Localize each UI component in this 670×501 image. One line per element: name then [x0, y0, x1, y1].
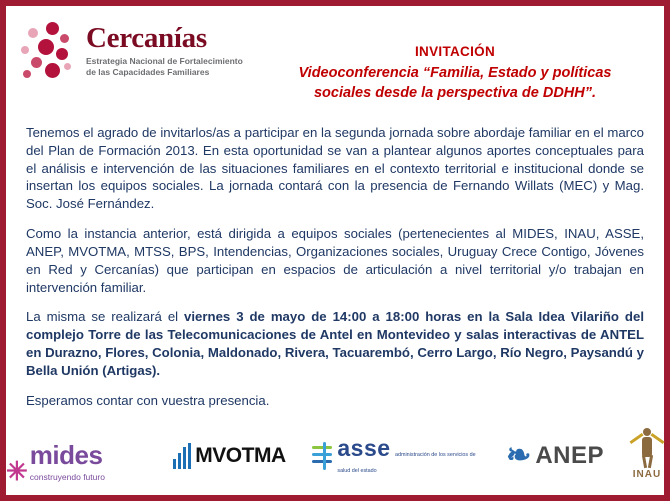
mvotma-wordmark: MVOTMA — [195, 444, 286, 467]
title-block — [270, 16, 650, 103]
paragraph-3 — [26, 308, 644, 379]
cercanias-dots-icon — [20, 22, 82, 84]
mides-asterisk-icon: ✳ — [6, 456, 28, 486]
brand-subtitle: Estrategia Nacional de Fortalecimiento de las Capacidades Familiares — [86, 56, 243, 77]
paragraph-4: Esperamos contar con vuestra presencia. — [26, 392, 270, 408]
inau-wordmark: INAU — [632, 469, 662, 480]
logo-asse — [312, 428, 481, 484]
paragraph-3-lead: La misma se realizará el — [26, 309, 185, 325]
document-body — [20, 124, 650, 409]
asse-lines-icon — [312, 442, 333, 470]
anep-wordmark: ANEP — [535, 442, 604, 469]
paragraph-3-bold: viernes 3 de mayo de 14:00 a 18:00 horas en la Sala Idea Vilariño del complejo Torre de las Telecomunicaciones de Antel en Montevideo y salas interactivas de ANTEL en Durazno, Flores, Colonia, Maldonado, Rivera, Tacuarembó, Cerro Largo, Río Negro, Paysandú y Bella Unión (Artigas). — [26, 309, 644, 378]
brand-name: Cercanías — [86, 22, 207, 54]
footer-logos — [6, 425, 664, 487]
paragraph-2: Como la instancia anterior, está dirigida a equipos sociales (pertenecientes al MIDES, INAU, ASSE, ANEP, MVOTMA, MTSS, BPS, Intendencias, Organizaciones sociales, Uruguay Crece Contigo, Jóvenes en Red y Cercanías) que participan en espacios de articulación a nivel territorial y/o trabajan en intervención familiar. — [26, 226, 644, 295]
asse-tagline: administración de los servicios de salud del estado — [337, 451, 476, 474]
mides-wordmark: mides — [29, 440, 103, 470]
asse-wordmark: asse — [337, 434, 391, 461]
logo-mvotma — [173, 428, 285, 484]
logo-anep — [506, 428, 604, 484]
invitation-label: INVITACIÓN — [415, 44, 495, 59]
cercanias-logo — [20, 16, 270, 84]
logo-inau — [630, 428, 664, 484]
document-header — [20, 16, 650, 124]
mides-tagline: construyendo futuro — [29, 472, 105, 482]
videoconference-title: Videoconferencia “Familia, Estado y políticas sociales desde la perspectiva de DDHH”. — [298, 65, 612, 101]
inau-figure-icon — [630, 428, 664, 468]
paragraph-1: Tenemos el agrado de invitarlos/as a participar en la segunda jornada sobre abordaje familiar en el marco del Plan de Formación 2013. En esta oportunidad se van a plantear algunos aportes conceptuales para el análisis e intervención de las situaciones familiares en el contexto territorial e institucional donde se insertan los equipos sociales. La jornada contará con la presencia de Fernando Willats (MEC) y Mag. Soc. José Fernández. — [26, 125, 644, 212]
mvotma-bars-icon — [173, 443, 191, 469]
logo-mides — [6, 428, 147, 484]
anep-swirl-icon: ❧ — [506, 439, 532, 472]
